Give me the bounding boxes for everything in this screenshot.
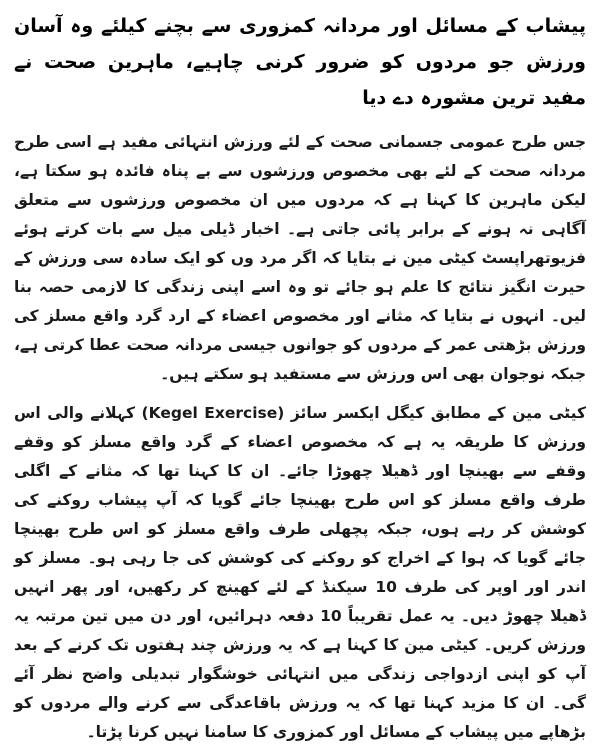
- article-paragraph-method: کیٹی مین کے مطابق کیگل ایکسر سائز (Kegel Exercise) کہلانے والی اس ورزش کا طریقہ یہ ہے کہ مخصوص اعضاء کے گرد واقع مسلز کو وقفے وقفے سے بھینچا اور ڈھیلا چھوڑا جائے۔ ان کا کہنا تھا کہ مثانے کے اگلی طرف واقع مسلز کو اس طرح بھینچا جائے گویا کہ آپ پیشاب روکنے کی کوشش کر رہے ہوں، جبکہ پچھلی طرف واقع مسلز کو اس طرح بھینچا جائے گویا کہ ہوا کے اخراج کو روکنے کی کوشش کی جا رہی ہو۔ مسلز کو اندر اور اوپر کی طرف 10 سیکنڈ کے لئے کھینچ کر رکھیں، اور پھر انہیں ڈھیلا چھوڑ دیں۔ یہ عمل تقریباً 10 دفعہ دہرائیں، اور دن میں تین مرتبہ یہ ورزش کریں۔ کیٹی مین کا کہنا ہے کہ یہ ورزش چند ہفتوں تک کرنے کے بعد آپ کو اپنی ازدواجی زندگی میں انتہائی خوشگوار تبدیلی واضح نظر آئے گی۔ ان کا مزید کہنا تھا کہ یہ ورزش باقاعدگی سے کرنے والے مردوں کو بڑھاپے میں پیشاب کے مسائل اور کمزوری کا سامنا نہیں کرنا پڑتا۔: [14, 404, 587, 741]
- article-paragraph-intro: جس طرح عمومی جسمانی صحت کے لئے ورزش انتہائی مفید ہے اسی طرح مردانہ صحت کے لئے بھی مخصوص ورزشوں سے بے پناہ فائدہ ہو سکتا ہے، لیکن ماہرین کا کہنا ہے کہ مردوں میں ان مخصوص ورزشوں سے متعلق آگاہی نہ ہونے کے برابر پائی جاتی ہے۔ اخبار ڈیلی میل سے بات کرتے ہوئے فزیوتھراپسٹ کیٹی مین نے بتایا کہ اگر مرد وں کو ایک سادہ سی ورزش کے حیرت انگیز نتائج کا علم ہو جائے تو وہ اسے اپنی زندگی کا لازمی حصہ بنا لیں۔ انہوں نے بتایا کہ مثانے اور مخصوص اعضاء کے ارد گرد واقع مسلز کی ورزش بڑھتی عمر کے مردوں کو جوانوں جیسی مردانہ صحت عطا کرتی ہے، جبکہ نوجوان بھی اس ورزش سے مستفید ہو سکتے ہیں۔: [14, 133, 586, 383]
- article-headline: پیشاب کے مسائل اور مردانہ کمزوری سے بچنے کیلئے وہ آسان ورزش جو مردوں کو ضرور کرنی چاہیے، ماہرین صحت نے مفید ترین مشورہ دے دیا: [14, 15, 586, 109]
